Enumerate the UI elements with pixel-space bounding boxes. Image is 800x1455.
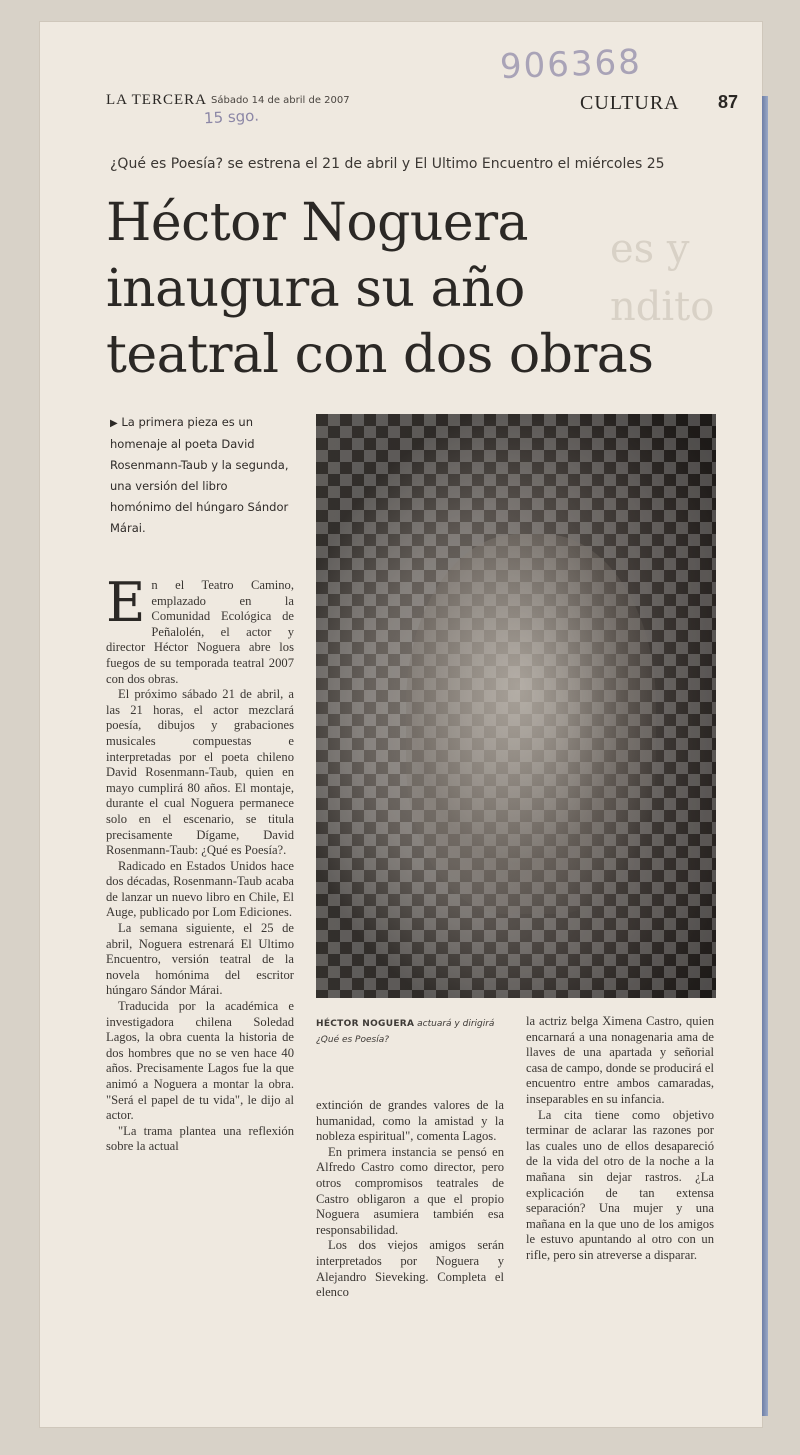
caption-name: HÉCTOR NOGUERA	[316, 1019, 415, 1029]
body-paragraph: La cita tiene como objetivo terminar de aclarar las razones por las cuales uno de ellos desapareció de la vida del otro de la noche a la mañana sin dejar rastros. ¿La explicación de tan extensa separación? Una mujer y una mañana en la que uno de los amigos le estuvo apuntando al otro con un rifle, pero sin atreverse a disparar.	[526, 1107, 714, 1262]
body-paragraph: "La trama plantea una reflexión sobre la actual	[106, 1123, 294, 1154]
bleed-through-line: es y	[610, 226, 690, 272]
publication-date: Sábado 14 de abril de 2007	[211, 95, 350, 106]
body-column-1	[106, 578, 294, 1380]
body-paragraph: Traducida por la académica e investigadora chilena Soledad Lagos, la obra cuenta la historia de dos hombres que no se ven hace 40 años. Precisamente Lagos fue la que animó a Noguera a montar la obra. "Será el papel de tu vida", le dijo al actor.	[106, 999, 294, 1123]
section-name: CULTURA	[580, 92, 680, 114]
body-paragraph: La semana siguiente, el 25 de abril, Noguera estrenará El Ultimo Encuentro, versión teatral de la novela homónima del escritor húngaro Sándor Márai.	[106, 921, 294, 998]
photo-caption	[316, 1016, 516, 1066]
body-paragraph: En el Teatro Camino, emplazado en la Comunidad Ecológica de Peñalolén, el actor y director Héctor Noguera abre los fuegos de su temporada teatral 2007 con dos obras.	[106, 578, 294, 686]
article-kicker: ¿Qué es Poesía? se estrena el 21 de abril y El Ultimo Encuentro el miércoles 25	[110, 156, 665, 172]
scan-edge-strip	[762, 96, 768, 1416]
article-summary	[110, 412, 290, 552]
portrait-face-shape	[406, 534, 656, 914]
summary-text: La primera pieza es un homenaje al poeta David Rosenmann-Taub y la segunda, una versión del libro homónimo del húngaro Sándor Márai.	[110, 415, 289, 535]
handwritten-note: 15 sgo.	[203, 106, 260, 128]
headline-line-3: teatral con dos obras	[106, 325, 654, 385]
body-paragraph: Radicado en Estados Unidos hace dos décadas, Rosenmann-Taub acaba de lanzar un nuevo libro en Chile, El Auge, publicado por Lom Ediciones.	[106, 858, 294, 920]
caption-text: actuará y dirigirá ¿Qué es Poesía?	[316, 1019, 495, 1045]
page-number: 87	[718, 92, 739, 112]
body-paragraph: Los dos viejos amigos serán interpretados por Noguera y Alejandro Sieveking. Completa el elenco	[316, 1238, 504, 1300]
body-column-2	[316, 1098, 504, 1394]
newspaper-name: LA TERCERA	[106, 92, 207, 108]
body-column-3	[526, 1014, 714, 1380]
portrait-photo	[316, 414, 716, 998]
handwritten-catalog-number: 906368	[499, 42, 643, 88]
body-paragraph: El próximo sábado 21 de abril, a las 21 horas, el actor mezclará poesía, dibujos y grabaciones musicales compuestas e interpretadas por el poeta chileno David Rosenmann-Taub, quien en mayo cumplirá 80 años. El montaje, durante el cual Noguera permanece solo en el escenario, se titula precisamente Dígame, David Rosenmann-Taub: ¿Qué es Poesía?.	[106, 687, 294, 858]
triangle-bullet-icon: ▶	[110, 418, 118, 429]
masthead	[106, 92, 746, 128]
article-headline	[106, 190, 726, 390]
bleed-through-line: ndito	[610, 284, 715, 330]
body-paragraph: extinción de grandes valores de la humanidad, como la amistad y la nobleza espiritual", comenta Lagos.	[316, 1098, 504, 1144]
drop-cap: E	[106, 578, 146, 634]
headline-line-2: inaugura su año	[106, 259, 525, 319]
body-paragraph: En primera instancia se pensó en Alfredo Castro como director, pero otros compromisos teatrales de Castro obligaron a que el propio Noguera asumiera también esa responsabilidad.	[316, 1144, 504, 1237]
headline-line-1: Héctor Noguera	[106, 193, 529, 253]
body-paragraph: la actriz belga Ximena Castro, quien encarnará a una nonagenaria ama de llaves de una apartada y señorial casa de campo, donde se producirá el encuentro entre ambos camaradas, inseparables en su infancia.	[526, 1014, 714, 1106]
